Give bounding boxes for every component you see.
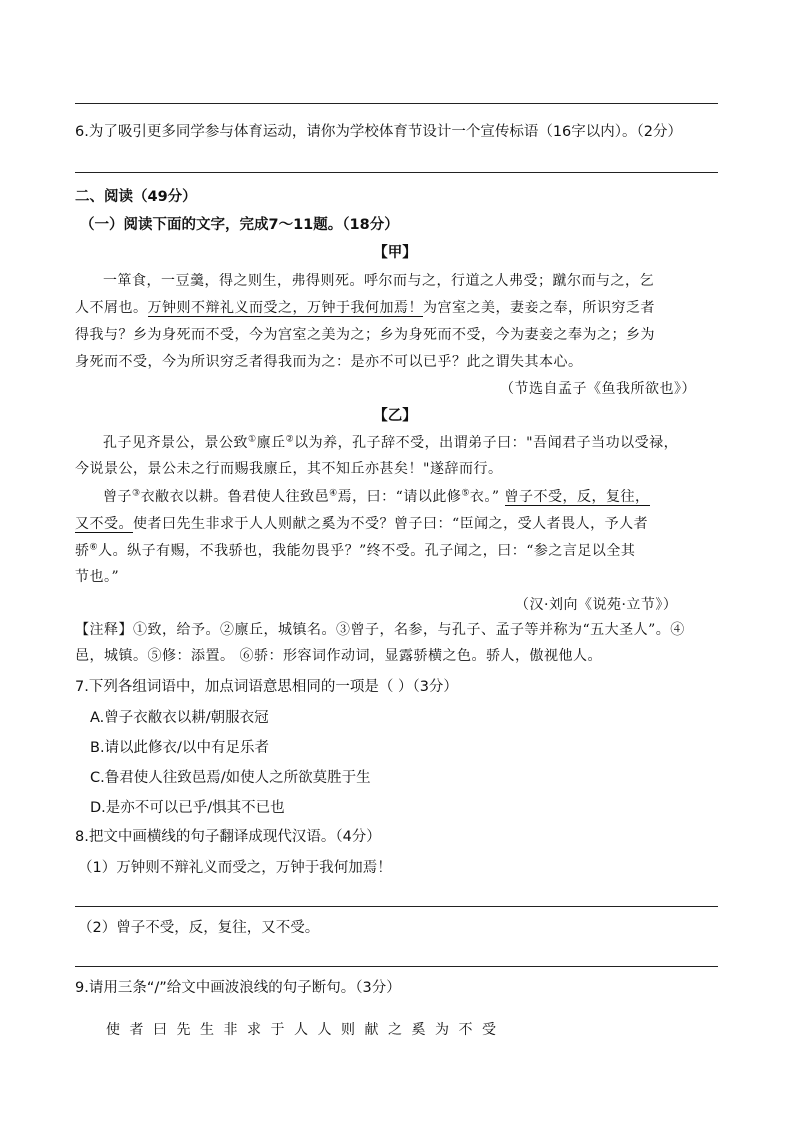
question-8: 8.把文中画横线的句子翻译成现代汉语。（4分）: [75, 829, 381, 845]
passage-text: 使者曰先生非求于人人则献之奚为不受？曾子曰：“臣闻之，受人者畏人，予人者: [133, 516, 649, 532]
footnote-marker: ③: [132, 488, 141, 499]
question-8-sub1: （1）万钟则不辩礼义而受之，万钟于我何加焉！: [78, 860, 392, 876]
passage-text: 衣敝衣以耕。鲁君使人往致邑: [140, 489, 330, 505]
option-c: C.鲁君使人往致邑焉/如使人之所欲莫胜于生: [90, 770, 371, 786]
section-title: 二、阅读（49分）: [75, 189, 197, 205]
footnote-marker: ④: [329, 488, 338, 499]
option-d: D.是亦不可以已乎/惧其不已也: [90, 800, 285, 816]
passage-jia-heading: 【甲】: [373, 244, 417, 261]
passage-text: 为宫室之美，妻妾之奉，所识穷乏者: [423, 300, 655, 316]
question-9: 9.请用三条“/”给文中画波浪线的句子断句。（3分）: [75, 980, 401, 996]
notes-line: 【注释】①致，给予。②廪丘，城镇名。③曾子，名参，与孔子、孟子等并称为“五大圣人”。④: [75, 622, 685, 638]
notes-line: 邑，城镇。⑤修：添置。 ⑥骄：形容词作动词，显露骄横之色。骄人，傲视他人。: [75, 648, 602, 664]
passage-yi-source: （汉·刘向《说苑·立节》）: [515, 597, 678, 613]
option-a: A.曾子衣敝衣以耕/朝服衣冠: [90, 710, 269, 726]
passage-jia-line: 得我与？乡为身死而不受，今为宫室之美为之；乡为身死而不受，今为妻妾之奉为之；乡为: [75, 327, 655, 343]
passage-yi-line: [75, 541, 635, 561]
underlined-sentence: 曾子不受，反，复往，: [504, 489, 650, 505]
question-6: 6.为了吸引更多同学参与体育运动，请你为学校体育节设计一个宣传标语（16字以内）。（2分）: [75, 124, 683, 140]
footnote-marker: ①: [248, 434, 257, 445]
passage-jia-line: 一箪食，一豆羹，得之则生，弗得则死。呼尔而与之，行道之人弗受；蹴尔而与之，乞: [103, 273, 654, 289]
answer-line: [75, 172, 718, 173]
underlined-sentence: 又不受。: [75, 516, 133, 532]
passage-jia-source: （节选自孟子《鱼我所欲也》）: [500, 381, 696, 397]
passage-yi-heading: 【乙】: [373, 407, 417, 424]
passage-text: 焉，曰：“请以此修: [337, 489, 462, 505]
passage-yi-line: [103, 433, 678, 453]
option-b: B.请以此修衣/以中有足乐者: [90, 740, 269, 756]
passage-text: 衣。”: [469, 489, 500, 505]
question-7: 7.下列各组词语中，加点词语意思相同的一项是（ ）（3分）: [75, 679, 458, 695]
answer-line: [75, 103, 718, 104]
passage-text: 廪丘: [256, 435, 286, 451]
passage-yi-line: 节也。”: [75, 569, 120, 585]
footnote-marker: ②: [285, 434, 295, 445]
passage-yi-line: [103, 487, 650, 507]
question-8-sub2: （2）曾子不受，反，复往，又不受。: [78, 920, 320, 936]
passage-jia-line: 身死而不受，今为所识穷乏者得我而为之：是亦不可以已乎？此之谓失其本心。: [75, 354, 583, 370]
passage-yi-line: 今说景公，景公未之行而赐我廪丘，其不知丘亦甚矣！"遂辞而行。: [75, 461, 503, 477]
underlined-sentence: 万钟则不辩礼义而受之，万钟于我何加焉！: [147, 300, 423, 316]
passage-yi-line: [75, 514, 648, 534]
footnote-marker: ⑤: [461, 488, 470, 499]
passage-text: 曾子: [103, 489, 132, 505]
part-title: （一）阅读下面的文字，完成7～11题。（18分）: [80, 217, 399, 233]
footnote-marker: ⑥: [89, 542, 99, 553]
passage-text: 骄: [75, 543, 90, 559]
passage-text: 人不屑也。: [75, 300, 148, 316]
passage-text: 孔子见齐景公，景公致: [103, 435, 248, 451]
passage-jia-line: [75, 298, 655, 318]
answer-line: [75, 906, 718, 907]
passage-text: 以为养，孔子辞不受，出谓弟子曰："吾闻君子当功以受禄，: [294, 435, 679, 451]
question-9-sentence: 使者曰先生非求于人人则献之奚为不受: [106, 1022, 506, 1038]
passage-text: 人。纵子有赐，不我骄也，我能勿畏乎？”终不受。孔子闻之，曰：“参之言足以全其: [98, 543, 636, 559]
answer-line: [75, 966, 718, 967]
